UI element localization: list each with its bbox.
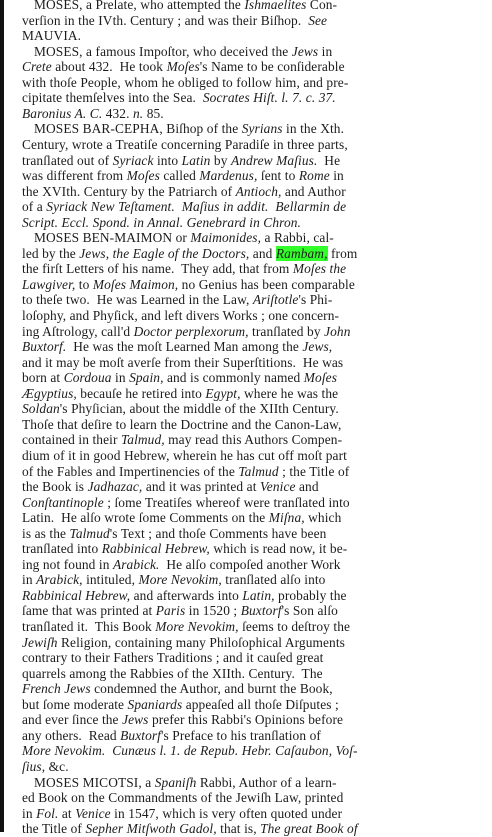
text-line [22,805,342,822]
roman-text: and Author [281,183,346,199]
roman-text: 's Phyſician, about the middle of the XIIth Century. [59,401,339,417]
roman-text: to [75,276,93,292]
roman-text: Con- [306,0,338,12]
roman-text: becauſe he retired into [76,385,206,401]
highlighted-term [276,246,328,261]
text-line [22,260,346,277]
roman-text: no Genius has been comparable [178,276,355,292]
roman-text: tranſlated by [248,323,325,339]
text-line [22,338,332,355]
roman-text: tranſlated into [22,541,102,557]
roman-text: in [22,572,37,588]
roman-text: ſeems to deſtroy the [238,619,351,634]
italic-text: Moſes Maimon, [92,276,179,292]
text-line [22,198,346,215]
roman-text: into [153,152,182,168]
italic-text: Doctor perplexorum, [133,323,249,339]
text-line [22,447,347,464]
roman-text: and [295,479,319,495]
italic-text: More Nevokim, [138,572,222,588]
roman-text: any others. Read [22,727,121,743]
italic-text: Lawgiver, [22,276,76,292]
roman-text: ; the Title of [278,463,350,479]
text-line [22,758,69,775]
italic-text: Buxtorf. [22,339,67,355]
text-line [22,167,344,184]
roman-text: but ſome moderate [22,696,128,712]
text-line [22,214,301,231]
italic-text: Talmud [238,463,279,479]
roman-text: with thoſe People, whom he obliged to follow him, and pre- [22,74,349,90]
italic-text: Talmud, [120,432,165,448]
italic-text: French Jews [22,681,91,697]
roman-text: MOSES, a famous Impoſtor, who deceived the [34,43,292,59]
italic-text: Buxtorf [120,727,161,743]
italic-text: Fol. [36,805,59,821]
roman-text: MOSES MICOTSI, a [34,774,155,790]
roman-text: called [159,168,200,184]
italic-text: Rabbinical Hebrew, [22,587,131,603]
italic-text: Buxtorf [240,603,282,619]
roman-text: and afterwards into [130,587,243,603]
roman-text: which [304,510,342,526]
roman-text: where he was the [240,385,339,401]
italic-text: The great Book of [260,821,358,837]
roman-text: the Title of [22,821,86,837]
italic-text: More Nevokim. Cunæus l. 1. de Repub. Hebr. Caſaubon, Voſ- [22,743,358,759]
italic-text: Moſes [303,370,338,386]
text-line [22,478,319,495]
italic-text: Miſna, [268,510,305,526]
text-line [22,587,347,604]
italic-text: Ishmaelites [244,0,307,12]
italic-text: Jews, the Eagle of the Doctors, [79,245,250,261]
text-line [22,89,336,106]
roman-text: at [58,805,76,821]
roman-text: appeaſed all thoſe Diſputes ; [182,696,339,712]
roman-text: 's Preface to his tranſlation of [161,727,321,743]
text-line [22,789,343,806]
text-line [22,680,333,697]
italic-text: Socrates Hiſt. l. 7. c. 37. [202,90,336,106]
text-line [22,494,350,511]
roman-text: and it was printed at [142,479,260,495]
italic-text: ſius, [22,758,46,774]
text-line [22,634,345,651]
italic-text: Arabick [36,572,80,588]
roman-text: in [329,168,344,184]
italic-text: Jewiſh [22,634,58,650]
page-edge-shadow [0,0,4,832]
italic-text: Paris [155,603,186,619]
roman-text: He alſo compoſed another Work [159,556,341,572]
roman-text: condemned the Author, and burnt the Book, [90,681,333,697]
roman-text: and ever ſince the [22,712,123,728]
roman-text: contained in their [22,432,121,448]
italic-text: Venice [75,805,111,821]
text-line [22,323,351,340]
roman-text: , intituled, [79,572,139,588]
italic-text: Moſes [166,59,200,75]
text-line [22,12,327,29]
text-line [22,665,323,682]
roman-text: which is read now, it be- [209,541,348,557]
text-line [34,43,332,60]
italic-text: Talmud [69,525,110,541]
roman-text: in [22,805,37,821]
roman-text: a Rabbi, cal- [261,230,334,246]
roman-text: from [327,245,358,261]
roman-text: quarrels among the Rabbies of the XIIth. Century. The [22,665,323,681]
italic-text: Maimonides, [190,230,262,246]
roman-text: dium of it in good Hebrew, wherein he has cut off moſt part [22,447,347,463]
roman-text: ſent to [257,168,299,184]
text-line [22,136,348,153]
roman-text: He [317,152,341,168]
roman-text: ſame that was printed at [22,603,156,619]
text-line [22,276,355,293]
italic-text: Syriack New Teſtament. Maſius in addit. Bellarmin de [46,199,347,215]
roman-text: of a [22,199,47,215]
roman-text: Century, wrote a Treatiſe concerning Paradiſe in three parts, [22,136,348,152]
italic-text: Antioch, [235,183,282,199]
text-line [22,742,358,759]
roman-text: and is commonly named [163,370,304,386]
text-line [22,820,358,837]
italic-text: John [324,323,351,339]
text-line [22,58,345,75]
roman-text: ing Aſtrology, call'd [22,323,134,339]
roman-text: probably the [274,587,347,603]
roman-text: 432. [102,105,133,121]
italic-text: n. [133,105,144,121]
roman-text: tranſlated it. This Book [22,619,156,634]
italic-text: Mardenus, [199,168,258,184]
roman-text: the firſt Letters of his name. They add, that from [22,261,293,277]
roman-text: ing not found in [22,556,113,572]
italic-text: Cordoua [63,370,112,386]
roman-text: ed Book on the Commandments of the Jewiſh Law, printed [22,790,344,806]
roman-text: tranſlated out of [22,152,113,168]
roman-text: &c. [45,758,69,774]
italic-text: Latin, [242,587,275,603]
text-line [22,369,337,386]
italic-text: Ægyptius, [22,385,77,401]
roman-text: led by the [22,245,80,261]
text-line [22,245,357,262]
text-line [34,120,344,137]
roman-text: and it may be moſt averſe from their Superſtitions. He was [22,354,344,370]
text-line [22,525,326,542]
text-line [22,183,346,200]
roman-text: MOSES BEN-MAIMON or [34,230,191,246]
roman-text: Thoſe that deſire to learn the Doctrine and the Canon-Law, [22,416,342,432]
italic-text: Andrew Maſius. [230,152,318,168]
italic-text: Latin [181,152,211,168]
text-line [22,27,81,44]
roman-text: MAUVIA. [22,28,82,44]
roman-text: 's Name to be conſiderable [199,59,345,75]
italic-text: Conſtantinople [22,494,104,510]
text-line [22,400,339,417]
italic-text: Spaniards [127,696,183,712]
italic-text: Syrians [241,121,283,137]
roman-text: about 432. He took [51,59,167,75]
roman-text: MOSES, a Prelate, who attempted the [34,0,245,12]
text-line [22,696,339,713]
roman-text: is as the [22,525,70,541]
italic-text: Baronius A. C. [22,105,103,121]
text-line [22,602,338,619]
roman-text: tranſlated alſo into [221,572,326,588]
roman-text: cipitate themſelves into the Sea. [22,90,203,106]
roman-text: to theſe two. He was Learned in the Law, [22,292,253,308]
italic-text: Rambam, [275,245,328,261]
roman-text: MOSES BAR-CEPHA, Biſhop of the [34,121,242,137]
text-line [22,291,332,308]
italic-text: Jews, [302,339,333,355]
roman-text: the XVIth. Century by the Patriarch of [22,183,236,199]
text-line [34,774,337,791]
text-line [22,152,340,169]
italic-text: Rabbinical Hebrew, [101,541,210,557]
italic-text: See [308,12,328,28]
roman-text: verſion in the IVth. Century ; and was their Biſhop. [22,12,309,28]
roman-text: prefer this Rabbi's Opinions before [148,712,344,728]
roman-text: loſophy, and Phyſick, and left divers Works ; one concern- [22,308,340,323]
roman-text: Rabbi, Author of a learn- [196,774,337,790]
roman-text: that is, [216,821,261,837]
text-line [22,105,164,122]
roman-text: Latin. He alſo wrote ſome Comments on the [22,510,269,526]
italic-text: Venice [259,479,296,495]
italic-text: Jadhazac, [87,479,143,495]
italic-text: More Nevokim, [155,619,239,634]
roman-text: 's Phi- [298,292,333,308]
italic-text: Jews [291,43,319,59]
italic-text: Rome [298,168,330,184]
text-line [22,509,341,526]
roman-text: in [111,370,130,386]
italic-text: Ariſtotle [252,292,299,308]
text-line [22,431,342,448]
italic-text: Script. Eccl. Spond. in Annal. Genebrard in Chron. [22,214,301,230]
italic-text: Jews [122,712,149,728]
text-line [22,556,341,573]
italic-text: Spain, [129,370,164,386]
roman-text: of the Fables and Impertinencies of the [22,463,239,479]
roman-text: He was the moſt Learned Man among the [66,339,303,355]
text-line [22,307,339,324]
roman-text: in [318,43,333,59]
roman-text: 's Son alſo [281,603,338,619]
italic-text: Sepher Mitſwoth Gadol, [85,821,217,837]
text-line [22,354,343,371]
text-line [22,618,350,635]
text-line [22,571,325,588]
text-line [22,385,338,402]
text-line [22,463,349,480]
italic-text: Moſes the [292,261,347,277]
text-line [34,229,334,246]
italic-text: Syriack [112,152,154,168]
italic-text: Arabick. [112,556,160,572]
roman-text: ; ſome Treatiſes whereof were tranſlated into [103,494,350,510]
text-line [22,727,321,744]
text-line [22,540,347,557]
roman-text: born at [22,370,64,386]
roman-text: 85. [143,105,164,121]
roman-text: 's Text ; and thoſe Comments have been [109,525,327,541]
roman-text: by [210,152,231,168]
text-line [22,74,348,91]
italic-text: Egypt, [205,385,241,401]
roman-text: Religion, containing many Philoſophical Arguments [57,634,345,650]
roman-text: was different from [22,168,127,184]
italic-text: Spaniſh [154,774,197,790]
roman-text: may read this Authors Compen- [164,432,343,448]
italic-text: Crete [22,59,52,75]
roman-text: in 1547, which is very often quoted under [110,805,343,821]
text-line [22,711,343,728]
roman-text: and [249,245,276,261]
roman-text: in the Xth. [282,121,345,137]
text-line [22,649,323,666]
italic-text: Soldan [22,401,60,417]
text-line [22,416,342,433]
italic-text: Moſes [126,168,160,184]
roman-text: contrary to their Fathers Traditions ; and it cauſed great [22,650,324,666]
roman-text: the Book is [22,479,88,495]
roman-text: in 1520 ; [185,603,241,619]
